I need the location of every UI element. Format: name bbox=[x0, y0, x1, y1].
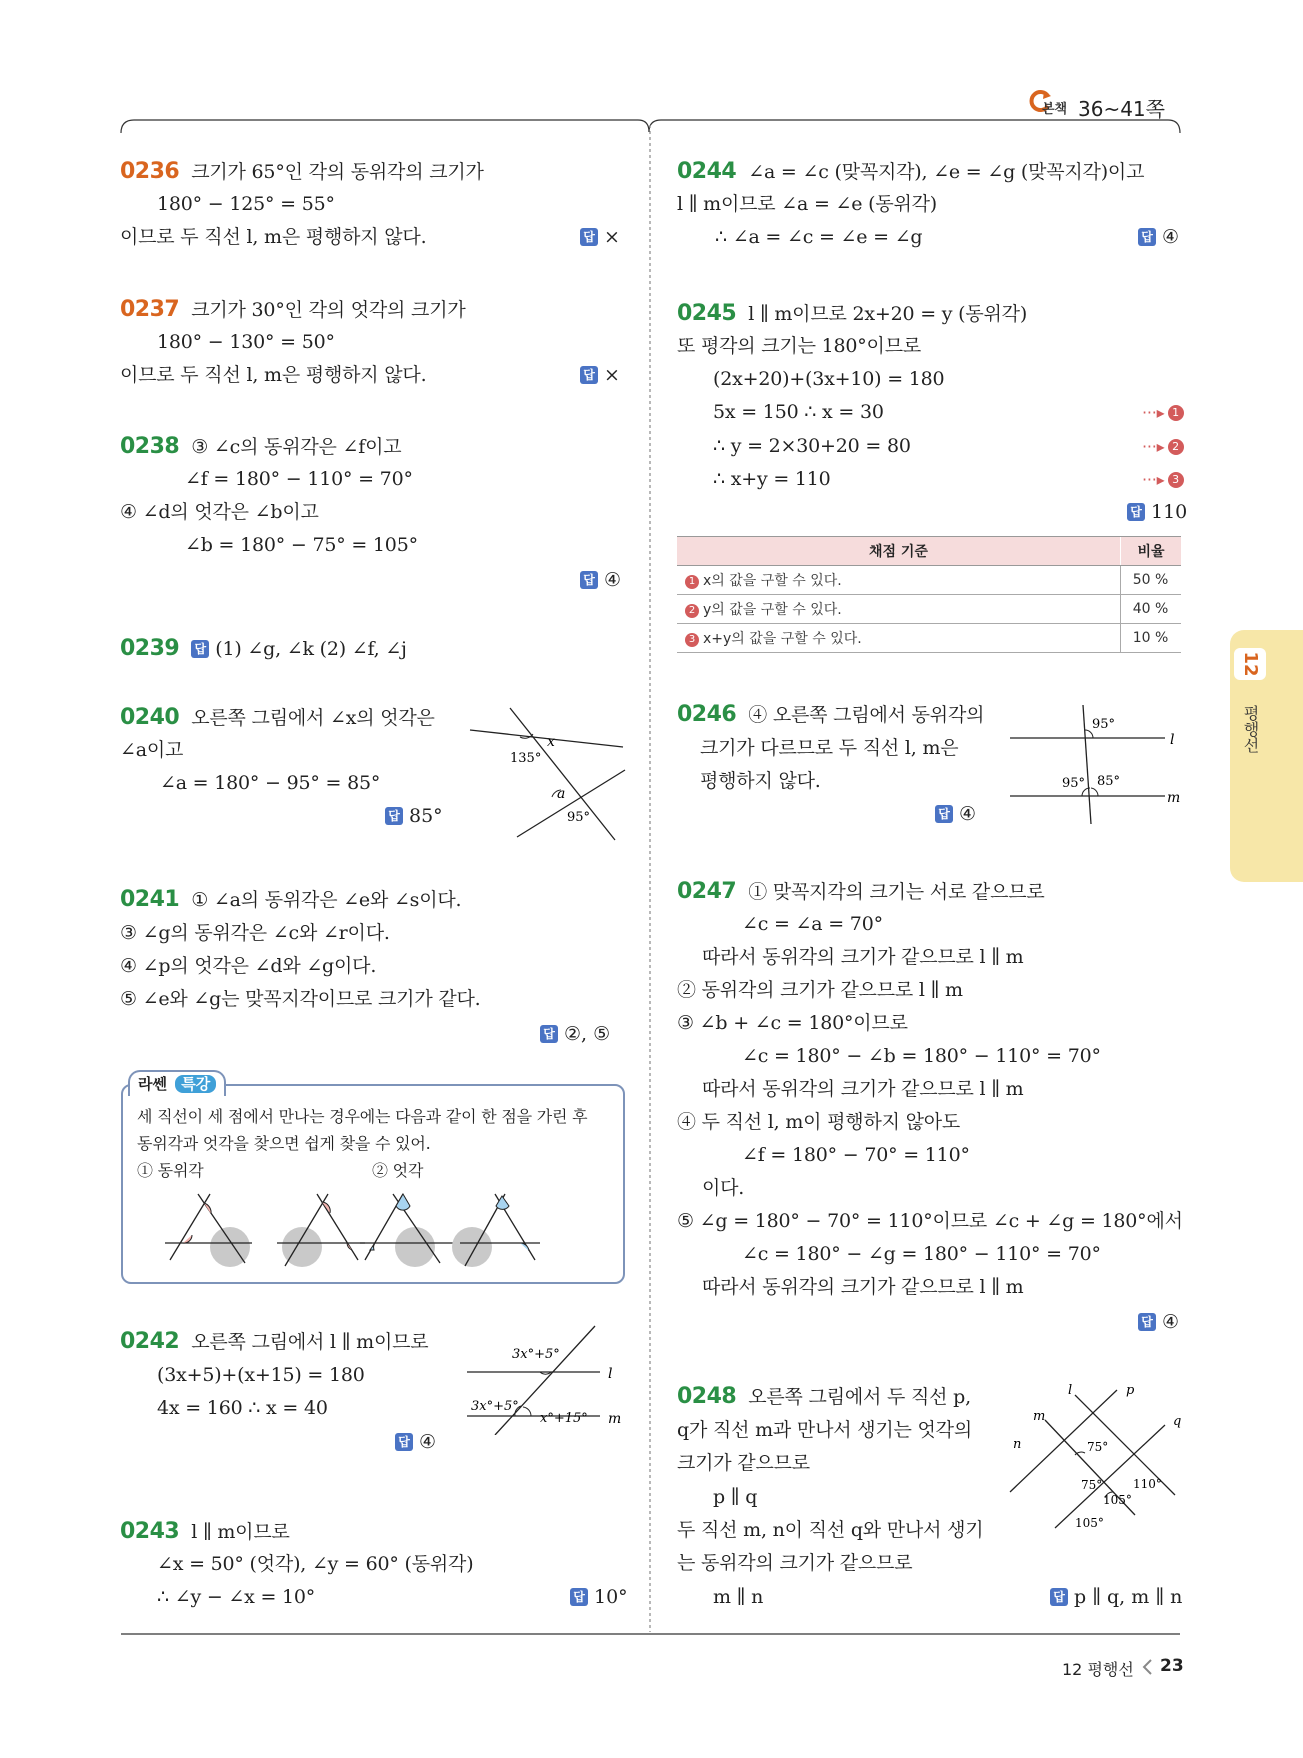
answer: 10° bbox=[594, 1586, 628, 1608]
line: ∴ ∠y − ∠x = 10° bbox=[157, 1586, 316, 1608]
table-header: 비율 bbox=[1121, 537, 1182, 566]
line: ∠c = 180° − ∠g = 180° − 110° = 70° bbox=[742, 1243, 1101, 1265]
problem-number: 0239 bbox=[120, 636, 180, 661]
tip-title: 라쎈 특강 bbox=[128, 1070, 226, 1096]
line: ④ ∠d의 엇각은 ∠b이고 bbox=[120, 501, 319, 523]
fig-label: p bbox=[1126, 1383, 1135, 1398]
fig-label: 95° bbox=[1092, 717, 1116, 732]
ref-label: 본책 bbox=[1042, 102, 1068, 117]
fig-label: q bbox=[1173, 1414, 1182, 1429]
line: ∠a이고 bbox=[120, 739, 184, 761]
fig-label: 105° bbox=[1075, 1516, 1104, 1530]
answer-icon: 답 bbox=[580, 228, 598, 246]
table-row: 1 x의 값을 구할 수 있다. 50 % bbox=[677, 566, 1181, 595]
table-row: 2 y의 값을 구할 수 있다. 40 % bbox=[677, 595, 1181, 624]
answer-icon: 답 bbox=[1127, 503, 1145, 521]
fig-label: m bbox=[1167, 790, 1181, 806]
line: 두 직선 m, n이 직선 q와 만나서 생기 bbox=[677, 1519, 984, 1541]
line: 또 평각의 크기는 180°이므로 bbox=[677, 335, 922, 357]
fig-label: 3x°+5° bbox=[512, 1347, 560, 1362]
line: q가 직선 m과 만나서 생기는 엇각의 bbox=[677, 1419, 972, 1441]
line: ① ∠a의 동위각은 ∠e와 ∠s이다. bbox=[191, 889, 462, 911]
line: 평행하지 않다. bbox=[700, 770, 821, 792]
line: 이다. bbox=[702, 1177, 745, 1199]
line: ⑤ ∠g = 180° − 70° = 110°이므로 ∠c + ∠g = 180°에서 bbox=[677, 1210, 1183, 1232]
fig-label: 85° bbox=[1097, 774, 1121, 789]
line: ∠x = 50° (엇각), ∠y = 60° (동위각) bbox=[157, 1553, 474, 1575]
chapter-label: 평행선 bbox=[1241, 705, 1260, 753]
answer: ④ bbox=[959, 803, 977, 825]
line: ∴ x+y = 110 bbox=[713, 468, 831, 490]
line: ④ ∠p의 엇각은 ∠d와 ∠g이다. bbox=[120, 955, 377, 977]
line: 크기가 같으므로 bbox=[677, 1452, 810, 1474]
fig-label: 135° bbox=[510, 751, 542, 766]
problem-number: 0247 bbox=[677, 879, 737, 904]
page-range: 36~41쪽 bbox=[1078, 97, 1165, 121]
answer: 110 bbox=[1151, 501, 1188, 523]
fig-label: 95° bbox=[567, 810, 591, 825]
chapter-tab[interactable] bbox=[1230, 630, 1303, 882]
step-marker: 3 bbox=[1168, 472, 1184, 488]
line: l ∥ m이므로 bbox=[191, 1521, 290, 1543]
figure-0240 bbox=[465, 700, 630, 845]
answer-icon: 답 bbox=[935, 805, 953, 823]
problem-number: 0238 bbox=[120, 434, 180, 459]
line: 는 동위각의 크기가 같으므로 bbox=[677, 1552, 913, 1574]
line: ∠c = 180° − ∠b = 180° − 110° = 70° bbox=[742, 1045, 1101, 1067]
tip-caption: ② 엇각 bbox=[372, 1161, 424, 1180]
fig-label: 75° bbox=[1087, 1440, 1109, 1454]
answer-icon: 답 bbox=[191, 640, 209, 658]
line: 4x = 160 ∴ x = 40 bbox=[157, 1397, 328, 1419]
fig-label: m bbox=[1033, 1409, 1046, 1424]
fig-label: l bbox=[1068, 1383, 1073, 1398]
tip-caption: ① 동위각 bbox=[137, 1161, 204, 1180]
fig-label: n bbox=[1013, 1437, 1022, 1452]
problem-number: 0243 bbox=[120, 1519, 180, 1544]
line: ④ 오른쪽 그림에서 동위각의 bbox=[748, 704, 985, 726]
tip-figures bbox=[160, 1188, 620, 1273]
line: 크기가 다르므로 두 직선 l, m은 bbox=[700, 737, 959, 759]
line: ∠a = ∠c (맞꼭지각), ∠e = ∠g (맞꼭지각)이고 bbox=[748, 161, 1145, 183]
line: l ∥ m이므로 2x+20 = y (동위각) bbox=[748, 303, 1028, 325]
chevron-left-icon bbox=[1140, 1658, 1154, 1676]
line: 따라서 동위각의 크기가 같으므로 l ∥ m bbox=[702, 946, 1024, 968]
figure-0242 bbox=[465, 1320, 635, 1435]
answer: ④ bbox=[1162, 1311, 1180, 1333]
line: m ∥ n bbox=[713, 1586, 764, 1608]
problem-number: 0241 bbox=[120, 887, 180, 912]
chapter-number: 12 bbox=[1234, 648, 1266, 680]
line: 따라서 동위각의 크기가 같으므로 l ∥ m bbox=[702, 1078, 1024, 1100]
answer: ④ bbox=[604, 569, 622, 591]
line: ∠c = ∠a = 70° bbox=[742, 913, 883, 935]
line: ∠b = 180° − 75° = 105° bbox=[185, 534, 418, 556]
line: (3x+5)+(x+15) = 180 bbox=[157, 1364, 365, 1386]
answer: ④ bbox=[419, 1431, 437, 1453]
line: p ∥ q bbox=[713, 1486, 758, 1508]
line: 오른쪽 그림에서 ∠x의 엇각은 bbox=[191, 707, 435, 729]
line: ③ ∠b + ∠c = 180°이므로 bbox=[677, 1012, 908, 1034]
answer-icon: 답 bbox=[1138, 228, 1156, 246]
answer: × bbox=[604, 226, 620, 248]
fig-label: x°+15° bbox=[540, 1411, 588, 1426]
answer-icon: 답 bbox=[580, 366, 598, 384]
line: 180° − 125° = 55° bbox=[157, 193, 335, 215]
problem-number: 0242 bbox=[120, 1329, 180, 1354]
fig-label: 105° bbox=[1103, 1493, 1132, 1507]
scoring-table bbox=[677, 536, 1181, 653]
fig-label: 95° bbox=[1062, 776, 1086, 791]
line: 이므로 두 직선 l, m은 평행하지 않다. bbox=[120, 226, 427, 248]
footer-chapter: 12 평행선 bbox=[1062, 1660, 1134, 1679]
problem-number: 0244 bbox=[677, 159, 737, 184]
answer-icon: 답 bbox=[395, 1433, 413, 1451]
answer: × bbox=[604, 364, 620, 386]
tip-line: 세 직선이 세 점에서 만나는 경우에는 다음과 같이 한 점을 가린 후 bbox=[137, 1107, 588, 1126]
line: ② 동위각의 크기가 같으므로 l ∥ m bbox=[677, 979, 963, 1001]
line: ④ 두 직선 l, m이 평행하지 않아도 bbox=[677, 1111, 961, 1133]
line: ∠f = 180° − 70° = 110° bbox=[742, 1144, 970, 1166]
line: ∴ y = 2×30+20 = 80 bbox=[713, 435, 911, 457]
table-header: 채점 기준 bbox=[677, 537, 1121, 566]
answer: ④ bbox=[1162, 226, 1180, 248]
problem-number: 0237 bbox=[120, 297, 180, 322]
line: (2x+20)+(3x+10) = 180 bbox=[713, 368, 945, 390]
answer-icon: 답 bbox=[1050, 1588, 1068, 1606]
answer: (1) ∠g, ∠k (2) ∠f, ∠j bbox=[215, 638, 407, 660]
line: 180° − 130° = 50° bbox=[157, 331, 335, 353]
line: 오른쪽 그림에서 l ∥ m이므로 bbox=[191, 1331, 429, 1353]
line: ⑤ ∠e와 ∠g는 맞꼭지각이므로 크기가 같다. bbox=[120, 988, 481, 1010]
line: l ∥ m이므로 ∠a = ∠e (동위각) bbox=[677, 193, 937, 215]
answer-icon: 답 bbox=[385, 807, 403, 825]
step-marker: 1 bbox=[1168, 405, 1184, 421]
problem-number: 0248 bbox=[677, 1384, 737, 1409]
line: 이므로 두 직선 l, m은 평행하지 않다. bbox=[120, 364, 427, 386]
answer-icon: 답 bbox=[1138, 1313, 1156, 1331]
fig-label: 3x°+5° bbox=[471, 1399, 519, 1414]
answer: ②, ⑤ bbox=[564, 1023, 611, 1045]
line: ∠a = 180° − 95° = 85° bbox=[160, 772, 381, 794]
fig-label: x bbox=[547, 734, 555, 750]
fig-label: a bbox=[557, 786, 566, 802]
line: 따라서 동위각의 크기가 같으므로 l ∥ m bbox=[702, 1276, 1024, 1298]
figure-0248 bbox=[1005, 1380, 1185, 1540]
figure-0246 bbox=[1005, 700, 1185, 825]
line: 5x = 150 ∴ x = 30 bbox=[713, 401, 884, 423]
table-row: 3 x+y의 값을 구할 수 있다. 10 % bbox=[677, 624, 1181, 653]
problem-number: 0245 bbox=[677, 301, 737, 326]
line: ① 맞꼭지각의 크기는 서로 같으므로 bbox=[748, 881, 1045, 903]
line: 크기가 30°인 각의 엇각의 크기가 bbox=[191, 299, 466, 321]
line: 오른쪽 그림에서 두 직선 p, bbox=[748, 1386, 971, 1408]
answer-icon: 답 bbox=[580, 571, 598, 589]
line: 크기가 65°인 각의 동위각의 크기가 bbox=[191, 161, 484, 183]
line: ③ ∠g의 동위각은 ∠c와 ∠r이다. bbox=[120, 922, 390, 944]
fig-label: m bbox=[608, 1411, 622, 1427]
problem-number: 0246 bbox=[677, 702, 737, 727]
tip-badge: 특강 bbox=[175, 1075, 216, 1093]
line: ∴ ∠a = ∠c = ∠e = ∠g bbox=[715, 226, 923, 248]
page-number: 23 bbox=[1160, 1656, 1184, 1676]
problem-number: 0236 bbox=[120, 159, 180, 184]
problem-number: 0240 bbox=[120, 705, 180, 730]
fig-label: l bbox=[608, 1366, 613, 1382]
fig-label: 110° bbox=[1133, 1477, 1162, 1491]
answer-icon: 답 bbox=[540, 1025, 558, 1043]
line: ∠f = 180° − 110° = 70° bbox=[185, 468, 413, 490]
fig-label: l bbox=[1170, 732, 1175, 748]
fig-label: 75° bbox=[1081, 1478, 1103, 1492]
answer-icon: 답 bbox=[570, 1588, 588, 1606]
answer: p ∥ q, m ∥ n bbox=[1074, 1586, 1183, 1608]
answer: 85° bbox=[409, 805, 443, 827]
step-marker: 2 bbox=[1168, 439, 1184, 455]
line: ③ ∠c의 동위각은 ∠f이고 bbox=[191, 436, 402, 458]
tip-line: 동위각과 엇각을 찾으면 쉽게 찾을 수 있어. bbox=[137, 1134, 431, 1153]
